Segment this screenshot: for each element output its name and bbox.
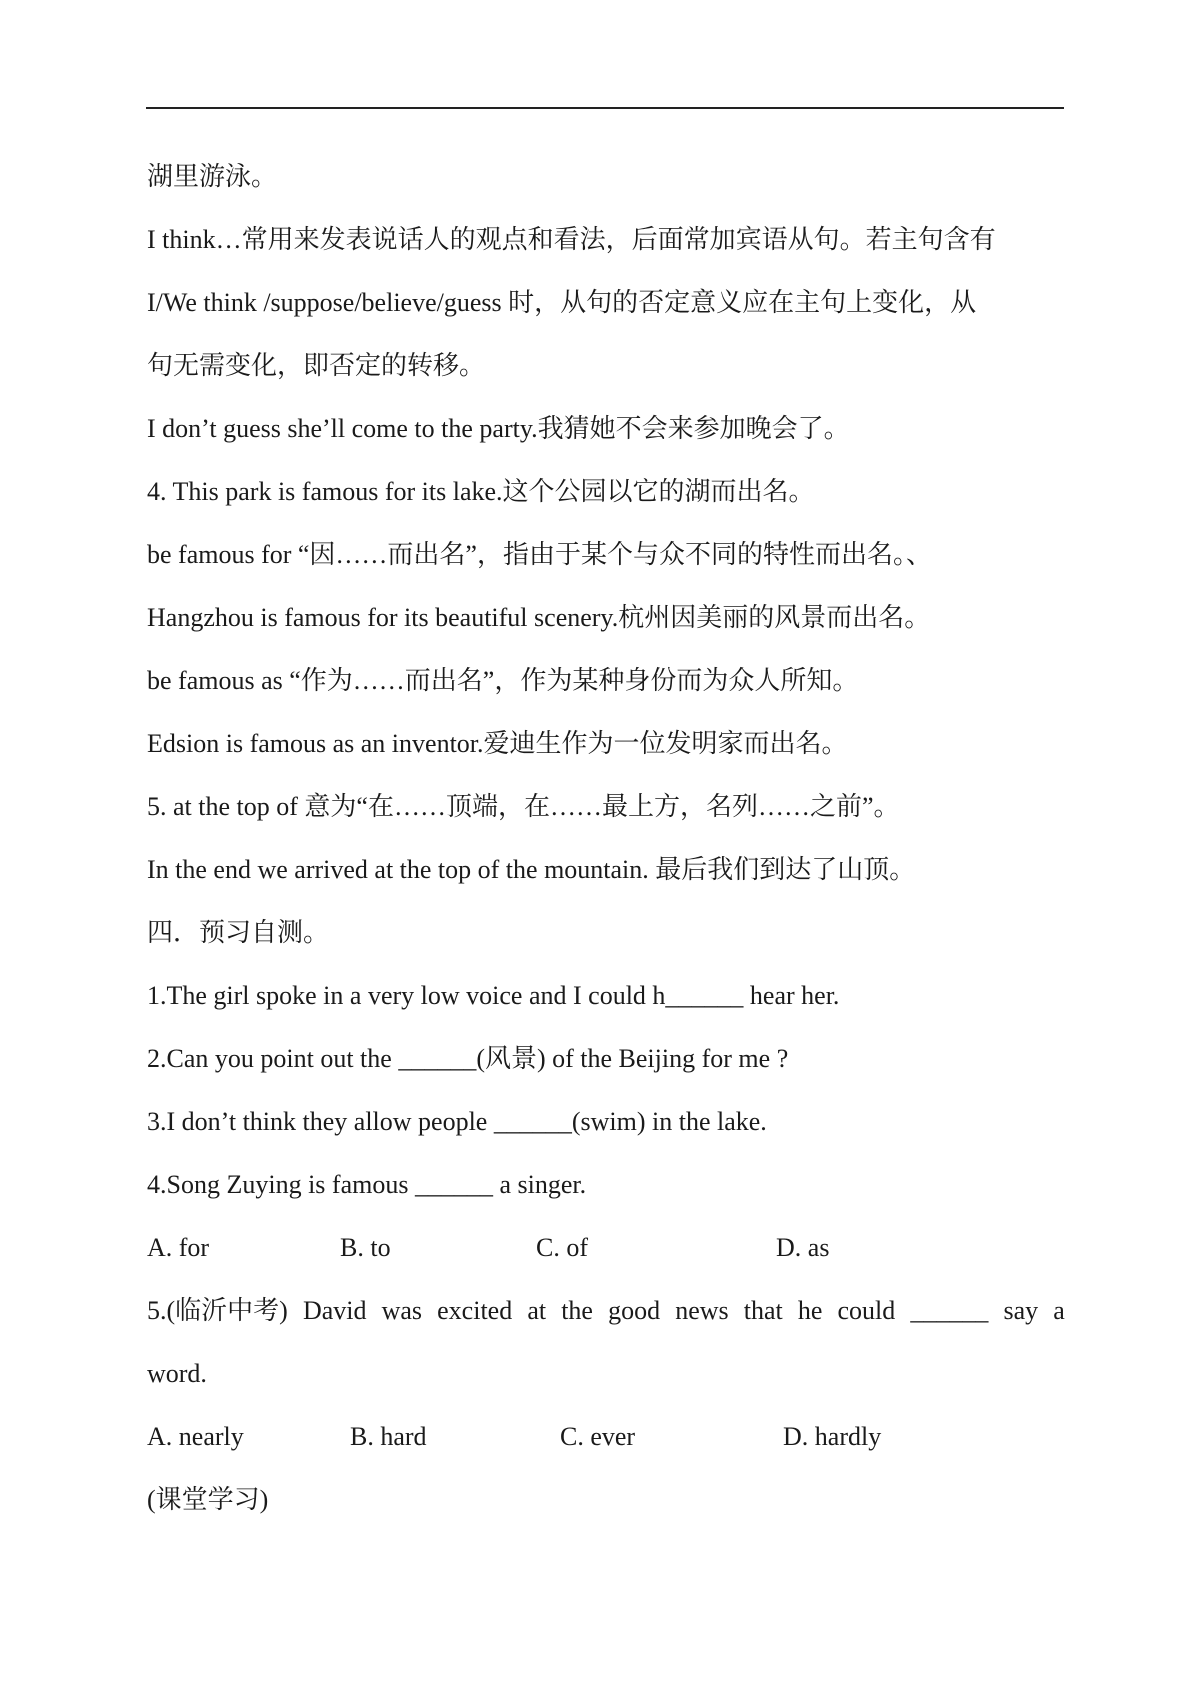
q5-option-b: B. hard <box>350 1422 427 1451</box>
q5-word: he <box>797 1296 823 1325</box>
text-line: I think…常用来发表说话人的观点和看法，后面常加宾语从句。若主句含有 <box>147 225 996 254</box>
q5-word: could <box>837 1296 896 1325</box>
header-rule <box>146 107 1064 109</box>
q5-word: at <box>527 1296 547 1325</box>
text-line: I don’t guess she’ll come to the party.我猜她不会来参加晚会了。 <box>147 414 850 443</box>
q5-word: say <box>1003 1296 1039 1325</box>
q5-word: that <box>743 1296 783 1325</box>
question-2: 2.Can you point out the ______(风景) of the Beijing for me ? <box>147 1044 789 1073</box>
text-line: 句无需变化，即否定的转移。 <box>147 351 486 380</box>
text-line: Hangzhou is famous for its beautiful scenery.杭州因美丽的风景而出名。 <box>147 603 931 632</box>
q4-option-d: D. as <box>776 1233 830 1262</box>
q5-option-a: A. nearly <box>147 1422 244 1451</box>
q4-option-c: C. of <box>536 1233 588 1262</box>
q5-option-d: D. hardly <box>783 1422 882 1451</box>
text-line: 5. at the top of 意为“在……顶端，在……最上方，名列……之前”。 <box>147 792 900 821</box>
q5-word: 5.(临沂中考) <box>147 1296 288 1325</box>
q5-word: good <box>608 1296 661 1325</box>
question-5 <box>147 1294 1065 1328</box>
text-line: Edsion is famous as an inventor.爱迪生作为一位发明家而出名。 <box>147 729 848 758</box>
q5-word: was <box>381 1296 423 1325</box>
q4-option-b: B. to <box>340 1233 391 1262</box>
q5-word: ______ <box>910 1296 989 1325</box>
question-3: 3.I don’t think they allow people ______(swim) in the lake. <box>147 1107 767 1136</box>
section-heading: 四．预习自测。 <box>147 918 330 947</box>
text-line: be famous for “因……而出名”，指由于某个与众不同的特性而出名。、 <box>147 540 932 569</box>
text-line: In the end we arrived at the top of the mountain. 最后我们到达了山顶。 <box>147 855 916 884</box>
question-5-continued: word. <box>147 1359 207 1388</box>
q5-word: a <box>1053 1296 1065 1325</box>
q5-word: excited <box>437 1296 513 1325</box>
question-4: 4.Song Zuying is famous ______ a singer. <box>147 1170 587 1199</box>
footer-label: (课堂学习) <box>147 1485 269 1514</box>
text-line: I/We think /suppose/believe/guess 时，从句的否定意义应在主句上变化，从 <box>147 288 977 317</box>
question-1: 1.The girl spoke in a very low voice and I could h______ hear her. <box>147 981 840 1010</box>
q5-word: David <box>302 1296 367 1325</box>
text-line: be famous as “作为……而出名”，作为某种身份而为众人所知。 <box>147 666 859 695</box>
q4-option-a: A. for <box>147 1233 210 1262</box>
text-line: 4. This park is famous for its lake.这个公园以它的湖而出名。 <box>147 477 815 506</box>
q5-word: news <box>675 1296 729 1325</box>
q5-word: the <box>561 1296 593 1325</box>
text-line: 湖里游泳。 <box>147 162 278 191</box>
q5-option-c: C. ever <box>560 1422 636 1451</box>
